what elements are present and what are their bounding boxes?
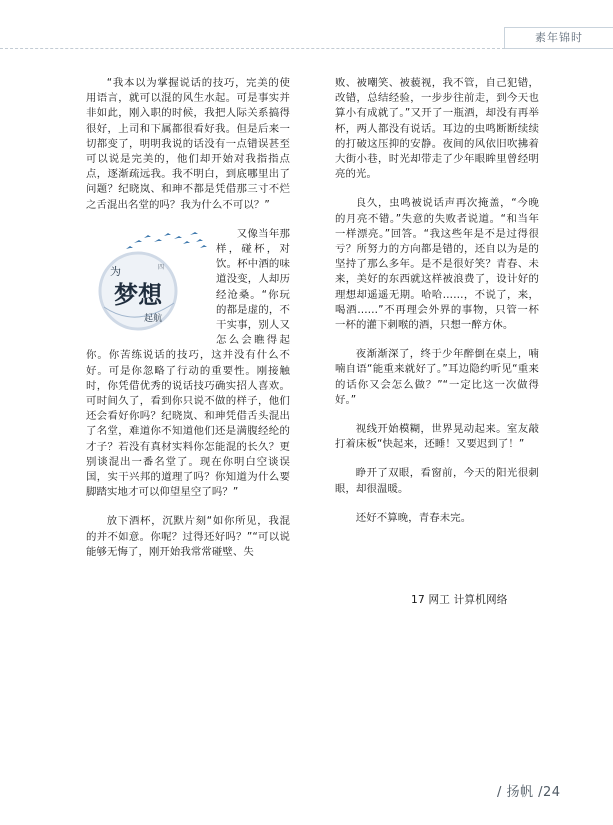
paragraph-8: 还好不算晚，青春未完。 xyxy=(355,511,472,524)
bird-icons xyxy=(126,232,207,249)
paragraph-3: 放下酒杯，沉默片刻“如你所见，我混的并不如意。你呢？过得还好吗？”“可以说能够无悔了，刚开始我常常碰壁、失 xyxy=(86,515,290,558)
author-credit: 17 网工 计算机网络 xyxy=(411,594,508,606)
image-title-main: 梦想 xyxy=(114,279,163,309)
left-column xyxy=(86,76,290,574)
image-title-sub: 起航 xyxy=(144,313,163,324)
image-title-top: 为 xyxy=(110,264,122,278)
paragraph-3-continued: 败、被嘲笑、被藐视，我不管，自己犯错，改错，总结经验，一步步往前走，到今天也算小有成就了。”又开了一瓶酒，却没有再举杯，两人都没有说话。耳边的虫鸣断断续续的打破这压抑的安静。夜间的风依旧吹拂着大街小巷，时光却带走了少年眼眸里曾经明亮的光。 xyxy=(335,77,539,181)
right-column xyxy=(335,76,539,540)
image-small-char: 四 xyxy=(158,263,165,271)
header-divider xyxy=(0,48,505,49)
paragraph-7: 睁开了双眼，看窗前，今天的阳光很刺眼，却很温暖。 xyxy=(335,467,539,495)
section-title-tag: 素年锦时 xyxy=(504,27,613,49)
paragraph-2 xyxy=(86,227,290,501)
dream-sail-illustration xyxy=(86,229,210,339)
paragraph-2-text: 又像当年那样，碰杯，对饮。杯中酒的味道没变，人却历经沧桑。“你玩的都是虚的，不干实事，别人又怎么会瞧得起你。你苦练说话的技巧，这并没有什么不好。可是你忽略了行动的重要性。刚接触时，你凭借优秀的说话技巧确实招人喜欢。可时间久了，看到你只说不做的样子，他们还会看好你吗？纪晓岚、和珅凭借舌头混出了名堂，难道你不知道他们还是满腹经纶的才子？若没有真材实料你怎能混的长久？更别谈混出一番名堂了。现在你明白空谈误国，实干兴邦的道理了吗？你知道为什么要脚踏实地才可以仰望星空了吗？” xyxy=(86,227,290,499)
page-footer: / 扬帆 /24 xyxy=(497,785,561,800)
paragraph-5: 夜渐渐深了，终于少年醉倒在桌上，喃喃自语“能重来就好了。”耳边隐约听见“重来的话你又会怎么做？”“一定比这一次做得好。” xyxy=(335,348,539,406)
paragraph-1: “我本以为掌握说话的技巧，完美的使用语言，就可以混的风生水起。可是事实并非如此，刚入职的时候，我把人际关系搞得很好，上司和下属都很看好我。但是后来一切都变了，明明我说的话没有一点错误甚至可以说是完美的，他们却开始对我指指点点，逐渐疏远我。我不明白，到底哪里出了问题？纪晓岚、和珅不都是凭借那三寸不烂之舌混出名堂的吗？我为什么不可以？” xyxy=(86,77,290,211)
paragraph-4: 良久，虫鸣被说话声再次掩盖，“今晚的月亮不错。”失意的失败者说道。“和当年一样漂亮。”回答。“我这些年是不是过得很亏？所努力的方向都是错的，还自以为是的坚持了那么多年。是不是很好笑？青春、未来，美好的东西就这样被浪费了，设计好的理想却遥遥无期。哈哈……，不说了，来，喝酒……”不再理会外界的事物，只管一杯一杯的灌下刺喉的酒，只想一醉方休。 xyxy=(335,197,539,332)
paragraph-6: 视线开始模糊，世界晃动起来。室友敲打着床板“快起来，还睡！又要迟到了！” xyxy=(335,423,539,451)
